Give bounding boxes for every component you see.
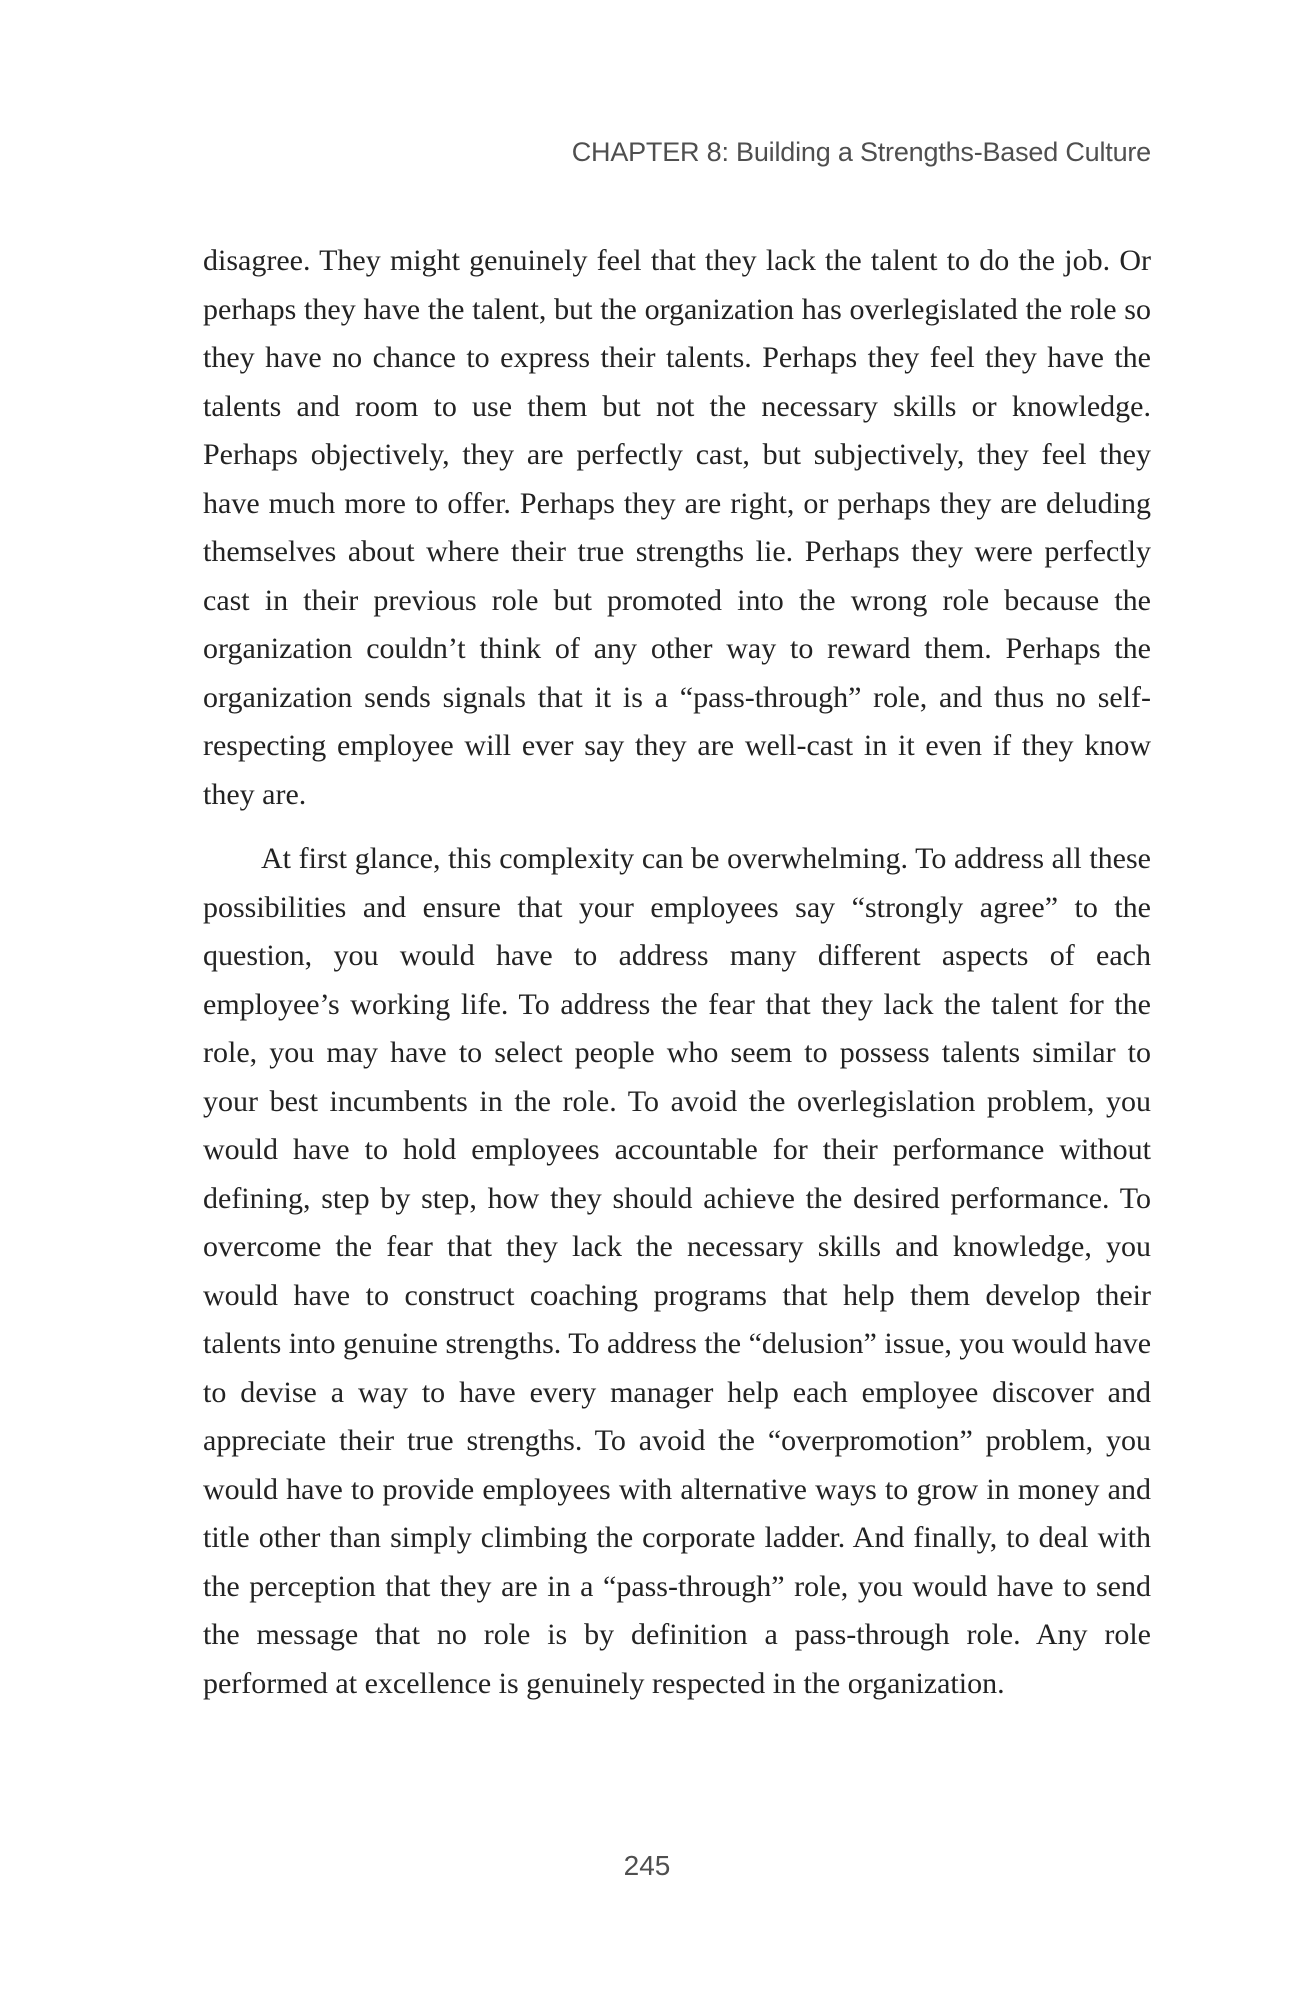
body-text <box>203 237 1151 1708</box>
paragraph-first-glance: At first glance, this complexity can be overwhelming. To address all these possibilities and ensure that your employees say “strongly agree” to the question, you would have to address many different aspects of each employee’s working life. To address the fear that they lack the talent for the role, you may have to select people who seem to possess talents similar to your best incumbents in the role. To avoid the overlegislation problem, you would have to hold employees accountable for their performance without defining, step by step, how they should achieve the desired performance. To overcome the fear that they lack the necessary skills and knowledge, you would have to construct coaching programs that help them develop their talents into genuine strengths. To address the “delusion” issue, you would have to devise a way to have every manager help each employee discover and appreciate their true strengths. To avoid the “overpromotion” problem, you would have to provide employees with alternative ways to grow in money and title other than simply climbing the corporate ladder. And finally, to deal with the perception that they are in a “pass-through” role, you would have to send the message that no role is by definition a pass-through role. Any role performed at excellence is genuinely respected in the organization. <box>203 842 1152 1700</box>
page-number: 245 <box>623 1850 671 1881</box>
paragraph-continued: disagree. They might genuinely feel that they lack the talent to do the job. Or perhaps they have the talent, but the organization has overlegislated the role so they have no chance to express their talents. Perhaps they feel they have the talents and room to use them but not the necessary skills or knowledge. Perhaps objectively, they are perfectly cast, but subjectively, they feel they have much more to offer. Perhaps they are right, or perhaps they are deluding themselves about where their true strengths lie. Perhaps they were perfectly cast in their previous role but promoted into the wrong role because the organization couldn’t think of any other way to reward them. Perhaps the organization sends signals that it is a “pass-through” role, and thus no self-respecting employee will ever say they are well-cast in it even if they know they are. <box>203 244 1151 811</box>
running-head-chapter-title: CHAPTER 8: Building a Strengths-Based Culture <box>571 137 1151 167</box>
